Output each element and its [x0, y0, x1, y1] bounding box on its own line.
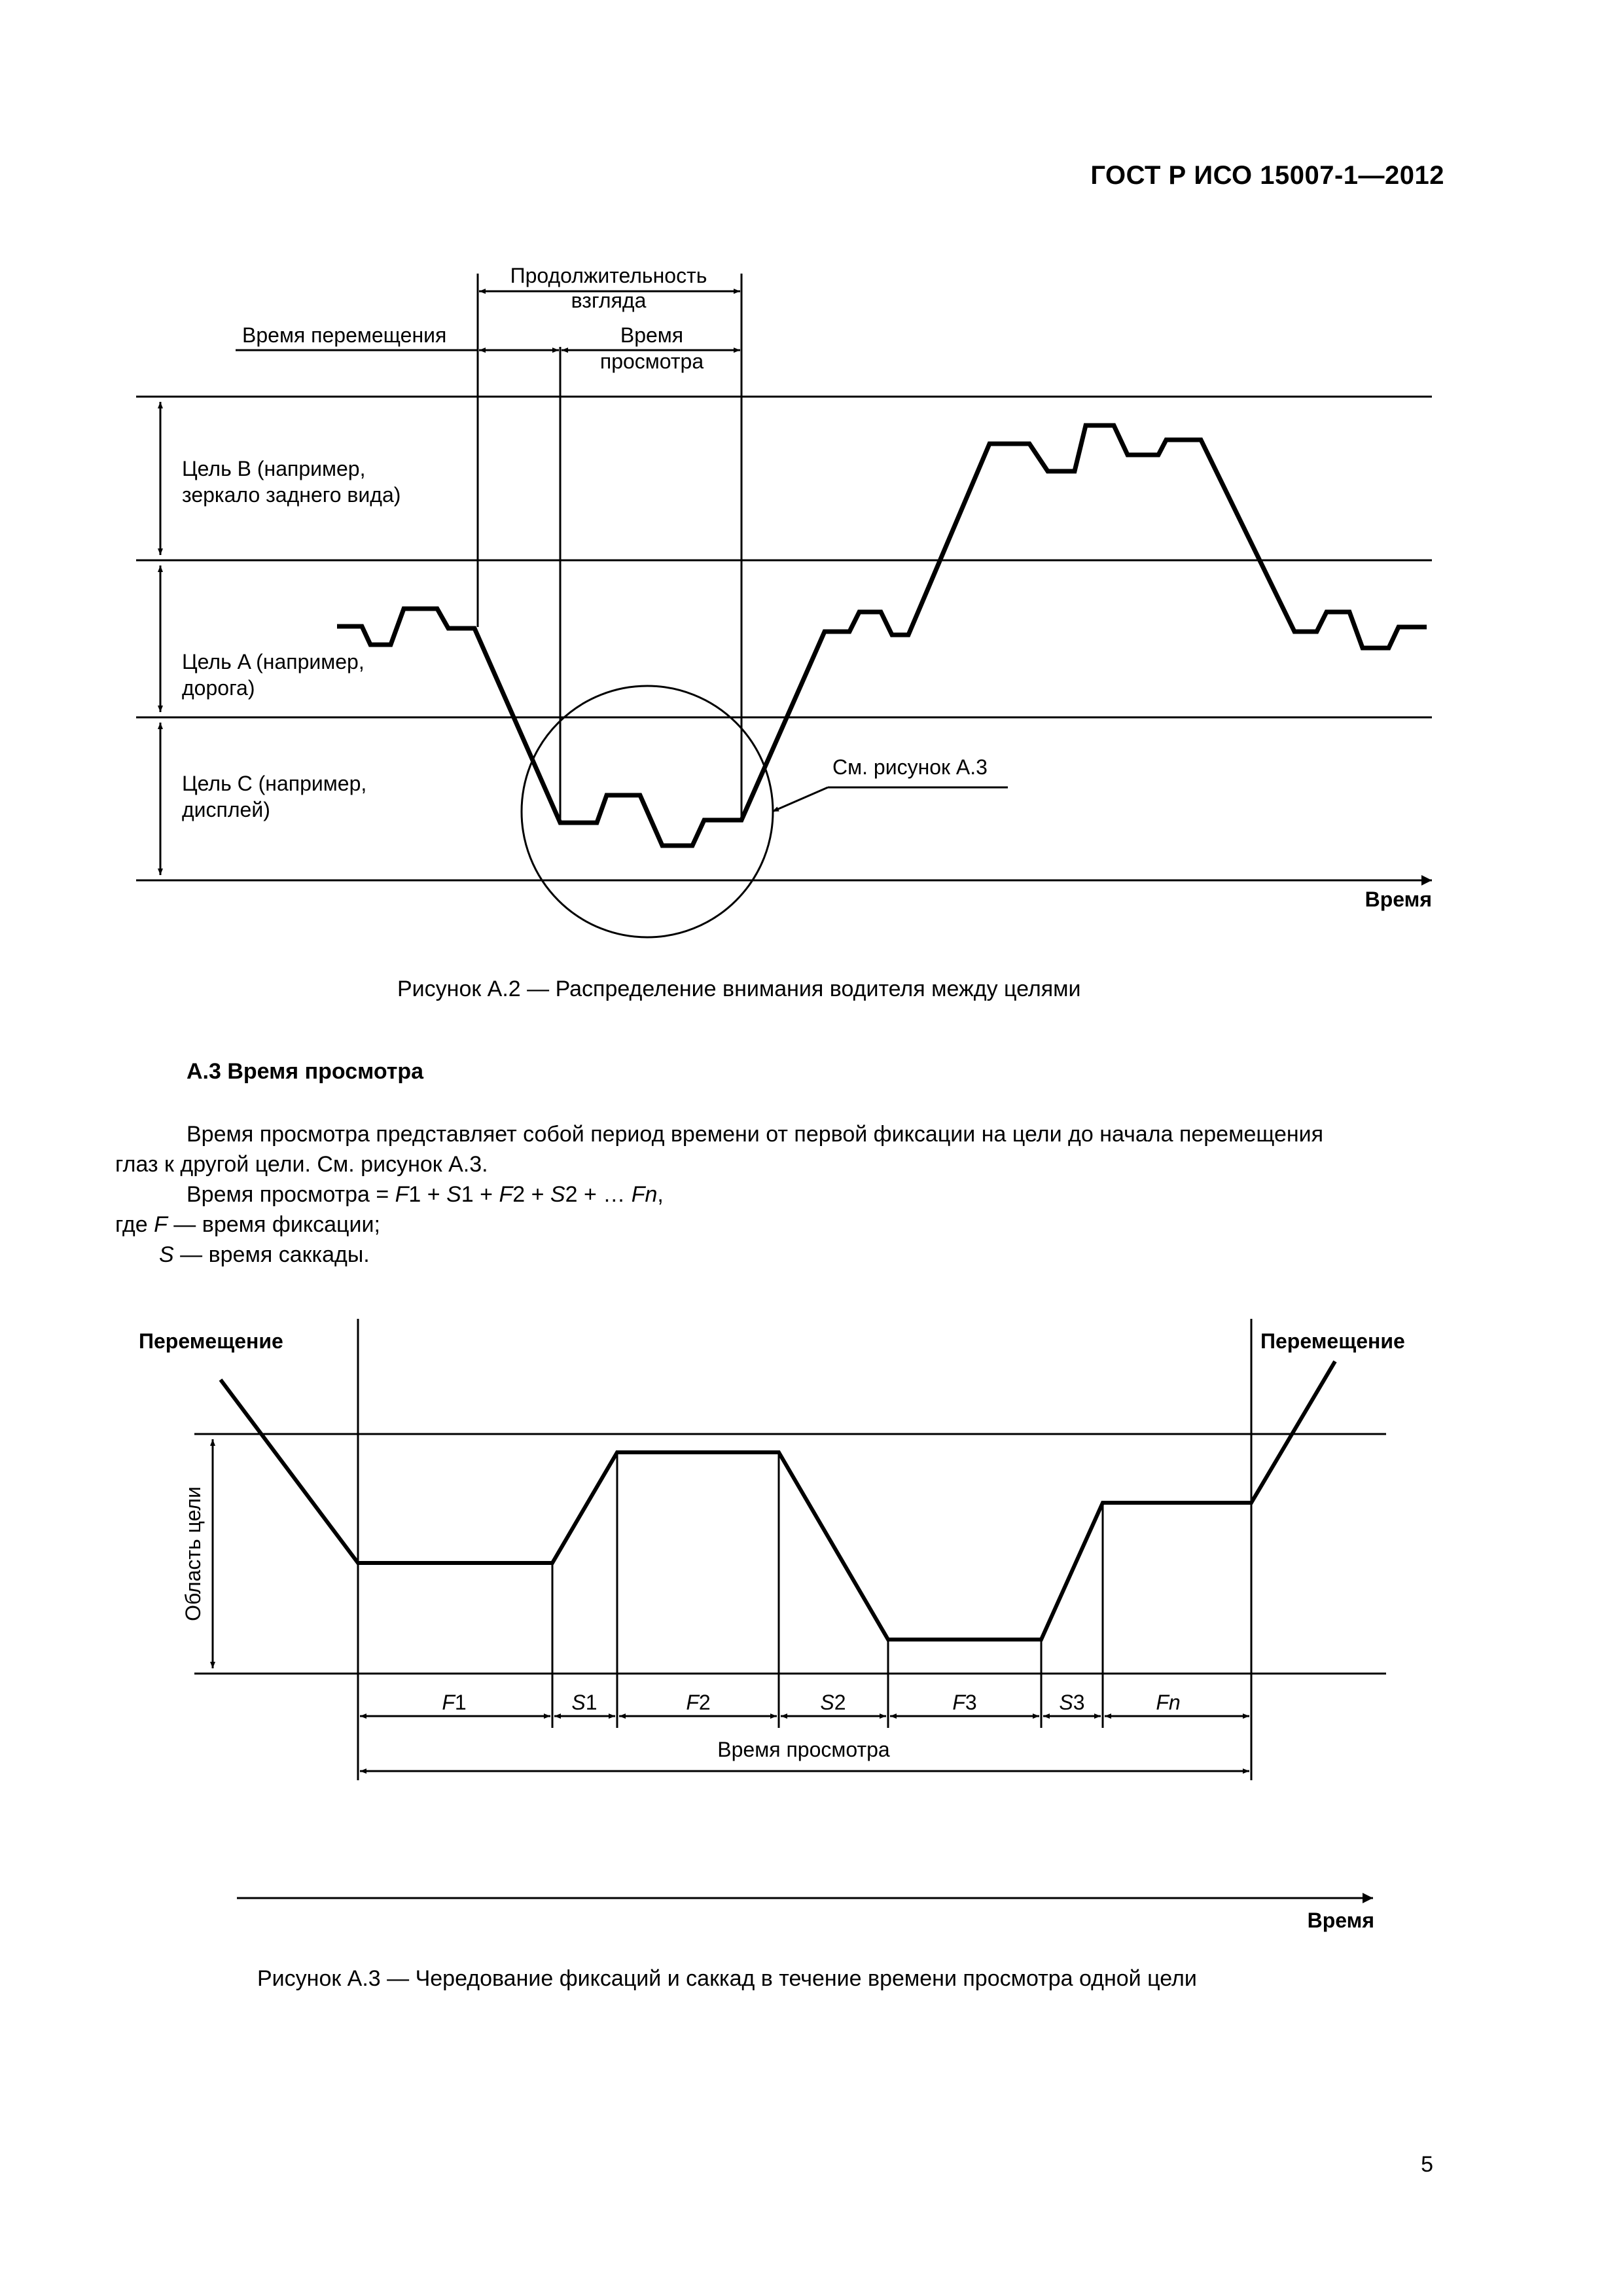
formula-s2-sym: S: [550, 1182, 565, 1207]
a2-target-a-label-1: Цель A (например,: [182, 650, 365, 673]
a2-target-c-label-1: Цель C (например,: [182, 772, 367, 795]
a3-seg-s2-label: S2: [820, 1691, 846, 1714]
a3-transition-right-label: Перемещение: [1260, 1329, 1405, 1353]
a2-target-b-label-2: зеркало заднего вида): [182, 483, 401, 507]
a3-time-label: Время: [1307, 1909, 1374, 1932]
page-number: 5: [1421, 2152, 1433, 2177]
formula-f1-rest: 1 +: [408, 1182, 447, 1207]
a2-time-label: Время: [1364, 888, 1432, 911]
figure-a2-caption: Рисунок А.2 — Распределение внимания водителя между целями: [397, 977, 1081, 1001]
document-code: ГОСТ Р ИСО 15007-1—2012: [1090, 161, 1444, 190]
a3-seg-s1-label: S1: [571, 1691, 597, 1714]
a2-duration-label-1: Продолжительность: [510, 264, 707, 287]
where-s-symbol: S: [159, 1242, 174, 1267]
a2-dwell-label-2: просмотра: [599, 350, 704, 373]
formula-f1-sym: F: [395, 1182, 409, 1207]
formula-prefix: Время просмотра =: [187, 1182, 395, 1207]
section-a3-paragraph-line-2: глаз к другой цели. См. рисунок А.3.: [115, 1152, 488, 1177]
a3-seg-f1-label: F1: [442, 1691, 467, 1714]
formula-end: ,: [657, 1182, 664, 1207]
formula-fn-sym: Fn: [631, 1182, 658, 1207]
figure-a3-caption: Рисунок А.3 — Чередование фиксаций и саккад в течение времени просмотра одной цели: [257, 1966, 1197, 1991]
a2-see-figure-label: См. рисунок А.3: [832, 755, 988, 779]
a2-target-a-label-2: дорога): [182, 676, 255, 700]
formula-f2-rest: 2 +: [512, 1182, 550, 1207]
formula-f2-sym: F: [499, 1182, 513, 1207]
where-f-symbol: F: [154, 1212, 168, 1237]
a3-seg-f2-label: F2: [686, 1691, 711, 1714]
section-a3-title: А.3 Время просмотра: [187, 1059, 424, 1084]
a2-transition-label: Время перемещения: [242, 323, 447, 347]
a3-transition-left-label: Перемещение: [139, 1329, 283, 1353]
a2-dwell-label-1: Время: [620, 323, 684, 347]
formula-s1-sym: S: [446, 1182, 461, 1207]
where-s-text: — время саккады.: [173, 1242, 370, 1267]
a3-seg-f3-label: F3: [952, 1691, 977, 1714]
formula-s1-rest: 1 +: [461, 1182, 499, 1207]
a3-seg-s3-label: S3: [1059, 1691, 1085, 1714]
where-f-text: — время фиксации;: [167, 1212, 380, 1237]
a3-target-area-label: Область цели: [181, 1486, 205, 1621]
a2-target-c-label-2: дисплей): [182, 798, 270, 821]
section-a3-paragraph-line-1: Время просмотра представляет собой период времени от первой фиксации на цели до начала перемещения: [187, 1122, 1324, 1147]
a3-seg-fn-label: Fn: [1156, 1691, 1181, 1714]
formula-s2-rest: 2 + …: [565, 1182, 632, 1207]
a3-dwell-label: Время просмотра: [717, 1738, 890, 1761]
a2-duration-label-2: взгляда: [571, 289, 647, 312]
where-prefix: где: [115, 1212, 154, 1237]
a2-target-b-label-1: Цель B (например,: [182, 457, 366, 480]
